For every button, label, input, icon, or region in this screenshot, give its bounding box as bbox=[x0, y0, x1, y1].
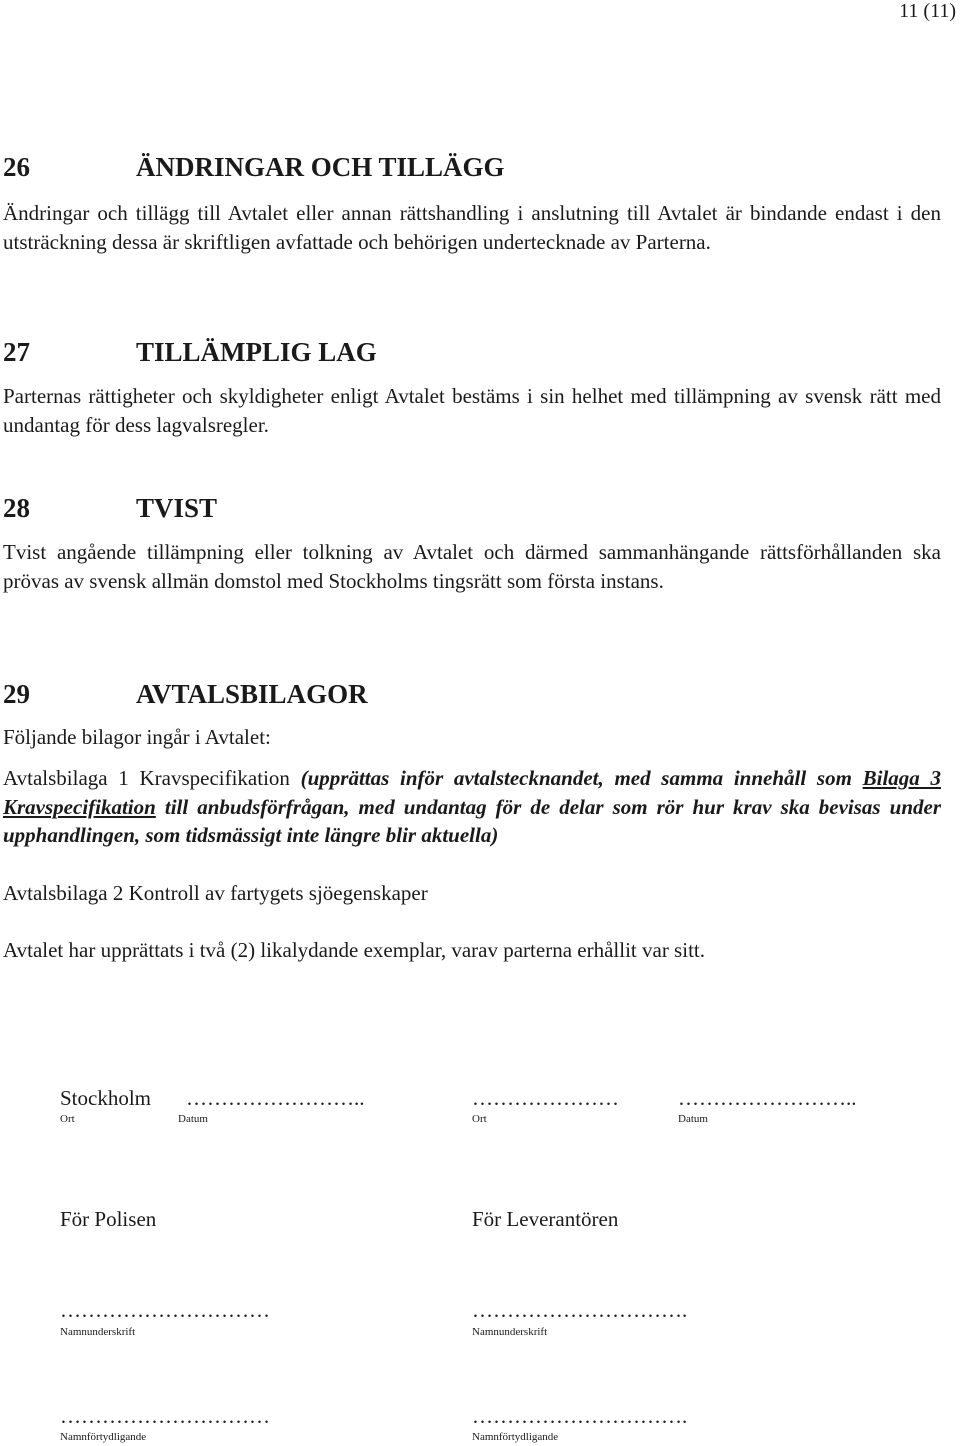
section-29-title: AVTALSBILAGOR bbox=[136, 679, 368, 709]
section-26-title: ÄNDRINGAR OCH TILLÄGG bbox=[136, 152, 505, 182]
label-namnfortydligande-right: Namnförtydligande bbox=[472, 1431, 559, 1443]
section-27-body: Parternas rättigheter och skyldigheter enligt Avtalet bestäms i sin helhet med tillämpning av svensk rätt med undantag för dess lagvalsregler. bbox=[3, 384, 941, 437]
party-leverantoren: För Leverantören bbox=[472, 1207, 619, 1231]
label-datum-right: Datum bbox=[678, 1113, 708, 1125]
bilaga-1-label: Avtalsbilaga 1 Kravspecifikation bbox=[3, 766, 301, 790]
label-namnunderskrift-left: Namnunderskrift bbox=[60, 1326, 136, 1338]
date-left-dots: …………………….. bbox=[186, 1086, 365, 1110]
name-line-right: …………………………. bbox=[472, 1404, 688, 1428]
label-ort-right: Ort bbox=[472, 1113, 487, 1125]
bilaga-1-note-cont: till anbudsförfrågan, med undantag för de delar som rör hur krav ska bevisas under upphandlingen, som tidsmässigt inte längre blir aktuella) bbox=[3, 794, 941, 847]
date-right-dots: …………………….. bbox=[678, 1086, 857, 1110]
signature-line-right: …………………………. bbox=[472, 1298, 688, 1322]
bilaga-1-entry bbox=[3, 764, 941, 850]
place-left: Stockholm bbox=[60, 1086, 152, 1110]
party-polisen: För Polisen bbox=[60, 1207, 157, 1231]
bilaga-3-reference: Bilaga 3 Kravspecifikation bbox=[3, 766, 941, 819]
bilaga-2-entry: Avtalsbilaga 2 Kontroll av fartygets sjöegenskaper bbox=[3, 881, 428, 905]
label-namnfortydligande-left: Namnförtydligande bbox=[60, 1431, 147, 1443]
closing-statement: Avtalet har upprättats i två (2) likalydande exemplar, varav parterna erhållit var sitt. bbox=[3, 938, 705, 962]
signature-line-left: ………………………… bbox=[60, 1298, 270, 1322]
name-line-left: ………………………… bbox=[60, 1404, 270, 1428]
label-namnunderskrift-right: Namnunderskrift bbox=[472, 1326, 548, 1338]
section-29-number: 29 bbox=[3, 679, 30, 709]
bilaga-1-note: (upprättas inför avtalstecknandet, med samma innehåll som bbox=[300, 766, 863, 790]
section-26-number: 26 bbox=[3, 152, 30, 182]
place-right-dots: ………………… bbox=[472, 1086, 619, 1110]
section-28-body: Tvist angående tillämpning eller tolkning av Avtalet och därmed sammanhängande rättsförhållanden ska prövas av svensk allmän domstol med Stockholms tingsrätt som första instans. bbox=[3, 540, 941, 593]
section-27-number: 27 bbox=[3, 337, 30, 367]
section-27-title: TILLÄMPLIG LAG bbox=[136, 337, 377, 367]
page-number: 11 (11) bbox=[899, 0, 956, 22]
label-ort-left: Ort bbox=[60, 1113, 75, 1125]
section-28-title: TVIST bbox=[136, 493, 218, 523]
label-datum-left: Datum bbox=[178, 1113, 208, 1125]
section-26-body: Ändringar och tillägg till Avtalet eller annan rättshandling i anslutning till Avtalet är bindande endast i den utsträckning dessa är skriftligen avfattade och behörigen undertecknade av Parterna. bbox=[3, 201, 941, 254]
section-28-number: 28 bbox=[3, 493, 30, 523]
section-29-intro: Följande bilagor ingår i Avtalet: bbox=[3, 725, 271, 749]
